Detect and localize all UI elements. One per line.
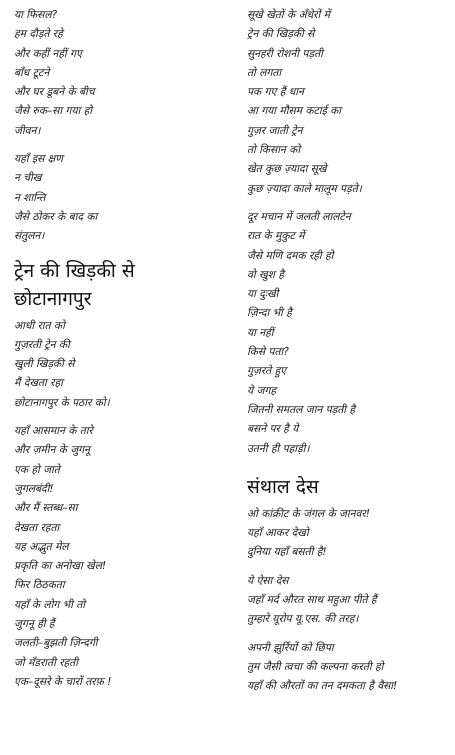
poem-line: ये जगह — [247, 384, 276, 397]
poem-line: मैं देखता रहा — [14, 377, 63, 390]
poem-line: जीवन। — [14, 124, 41, 137]
poem-line: हम दौड़ते रहे — [14, 28, 63, 41]
poem-line: जैसे मणि दमक रही हो — [247, 249, 334, 262]
poem-line: पक गए हैं धान — [247, 86, 304, 99]
stanza — [14, 422, 229, 692]
poem-line: ये ऐसा देस — [247, 574, 289, 587]
poem-line: सुनहरी रोशनी पड़ती — [247, 47, 323, 60]
poem-line: जुगलबंदी! — [14, 482, 54, 495]
poem-line: ट्रेन की खिड़की से — [247, 28, 315, 41]
poem-line: अपनी झुर्रियों को छिपा — [247, 641, 334, 654]
poem-line: फिर ठिठकता — [14, 579, 65, 592]
poem-line: बसने पर है ये — [247, 423, 299, 436]
poem-line: और कहीं नहीं गए — [14, 47, 82, 60]
poem-title: संथाल देस — [247, 475, 319, 498]
poem-line: खेत कुछ ज़्यादा सूखे — [247, 163, 327, 176]
poem-line: जो मँडराती रहती — [14, 656, 78, 669]
poem-line: प्रकृति का अनोखा खेल! — [14, 560, 107, 573]
poem-line: जितनी समतल जान पड़ती है — [247, 403, 356, 416]
poem-line: तुम्हारे यूरोप यू.एस. की तरह। — [247, 613, 359, 626]
poem-title-line: ट्रेन की खिड़की से — [14, 259, 135, 282]
stanza — [14, 150, 229, 246]
poem-line: जैसे रुक–सा गया हो — [14, 105, 93, 118]
poem-line: यहाँ इस क्षण — [14, 153, 63, 166]
poem-line: यहाँ आकर देखो — [247, 527, 309, 540]
poem-line: एक हो जाते — [14, 463, 60, 476]
poem-line: आ गया मौसम कटाई का — [247, 105, 342, 118]
poem-line: और ज़मीन के जुगनू — [14, 444, 90, 457]
poem-line: यहाँ के लोग भी तो — [14, 598, 85, 611]
poem-line: किसे पता? — [247, 346, 289, 359]
poem-line: जहाँ मर्द औरत साथ महुआ पीते हैं — [247, 594, 377, 607]
poem-line: सूखे खेतों के अँधेरों में — [247, 9, 330, 21]
poem-line: दूर मचान में जलती लालटेन — [247, 210, 351, 223]
poem-title-line: छोटानागपुर — [14, 287, 92, 310]
stanza — [247, 572, 452, 630]
poem-line: या नहीं — [247, 326, 274, 339]
poem-title — [14, 257, 229, 313]
poem-line: एक–दूसरे के चारों तरफ़ ! — [14, 675, 112, 688]
poem-line: जुगनू ही हैं — [14, 618, 55, 631]
poem-line: या दुःखी — [247, 288, 279, 301]
poem-line: ओ कांक्रीट के जंगल के जानवर! — [247, 507, 371, 520]
poem-line: रात के मुकुट में — [247, 230, 305, 243]
poem-line: तो किसान को — [247, 144, 301, 157]
poem-line: देखता रहता — [14, 521, 60, 534]
poem-line: छोटानागपुर के पठार को। — [14, 396, 110, 409]
poem-line: न चीख — [14, 172, 42, 185]
poem-line: बाँध टूटने — [14, 66, 50, 79]
poem-line: आधी रात को — [14, 319, 65, 332]
poem-line: कुछ ज़्यादा काले मालूम पड़ते। — [247, 182, 362, 195]
poem-line: यहाँ की औरतों का तन दमकता है वैसा! — [247, 680, 398, 693]
poem-line: या फिसल? — [14, 9, 58, 21]
left-column — [14, 6, 229, 701]
stanza — [247, 505, 452, 563]
poem-line: और घर डूबने के बीच — [14, 86, 95, 99]
poem-line: गुज़र जाती ट्रेन — [247, 124, 303, 137]
stanza — [247, 208, 452, 459]
poem-line: ज़िन्दा भी है — [247, 307, 292, 320]
poem-line: जलती–बुझती ज़िन्दगी — [14, 637, 98, 650]
poem-line: संतुलन। — [14, 230, 45, 243]
stanza — [14, 6, 229, 141]
poem-line: गुज़रते हुए — [247, 365, 287, 378]
poem-line: न शान्ति — [14, 191, 46, 204]
poem-line: खुली खिड़की से — [14, 358, 75, 371]
poem-line: दुनिया यहाँ बसती है! — [247, 546, 327, 559]
poem-line: उतनी ही पहाड़ी। — [247, 442, 310, 455]
poem-line: जैसे ठोकर के बाद का — [14, 210, 98, 223]
poem-line: तो लगता — [247, 66, 282, 79]
poem-line: वो खुश है — [247, 268, 284, 281]
poem-line: गुज़रती ट्रेन की — [14, 338, 70, 351]
poem-line: तुम जैसी त्वचा की कल्पना करती हो — [247, 660, 384, 673]
stanza — [247, 6, 452, 199]
stanza — [14, 317, 229, 413]
right-column — [247, 6, 452, 706]
poem-line: और मैं स्तब्ध–सा — [14, 502, 78, 515]
stanza — [247, 639, 452, 697]
poem-line: यहाँ आसमान के तारे — [14, 425, 93, 438]
poem-line: यह अद्भुत मेल — [14, 540, 69, 553]
